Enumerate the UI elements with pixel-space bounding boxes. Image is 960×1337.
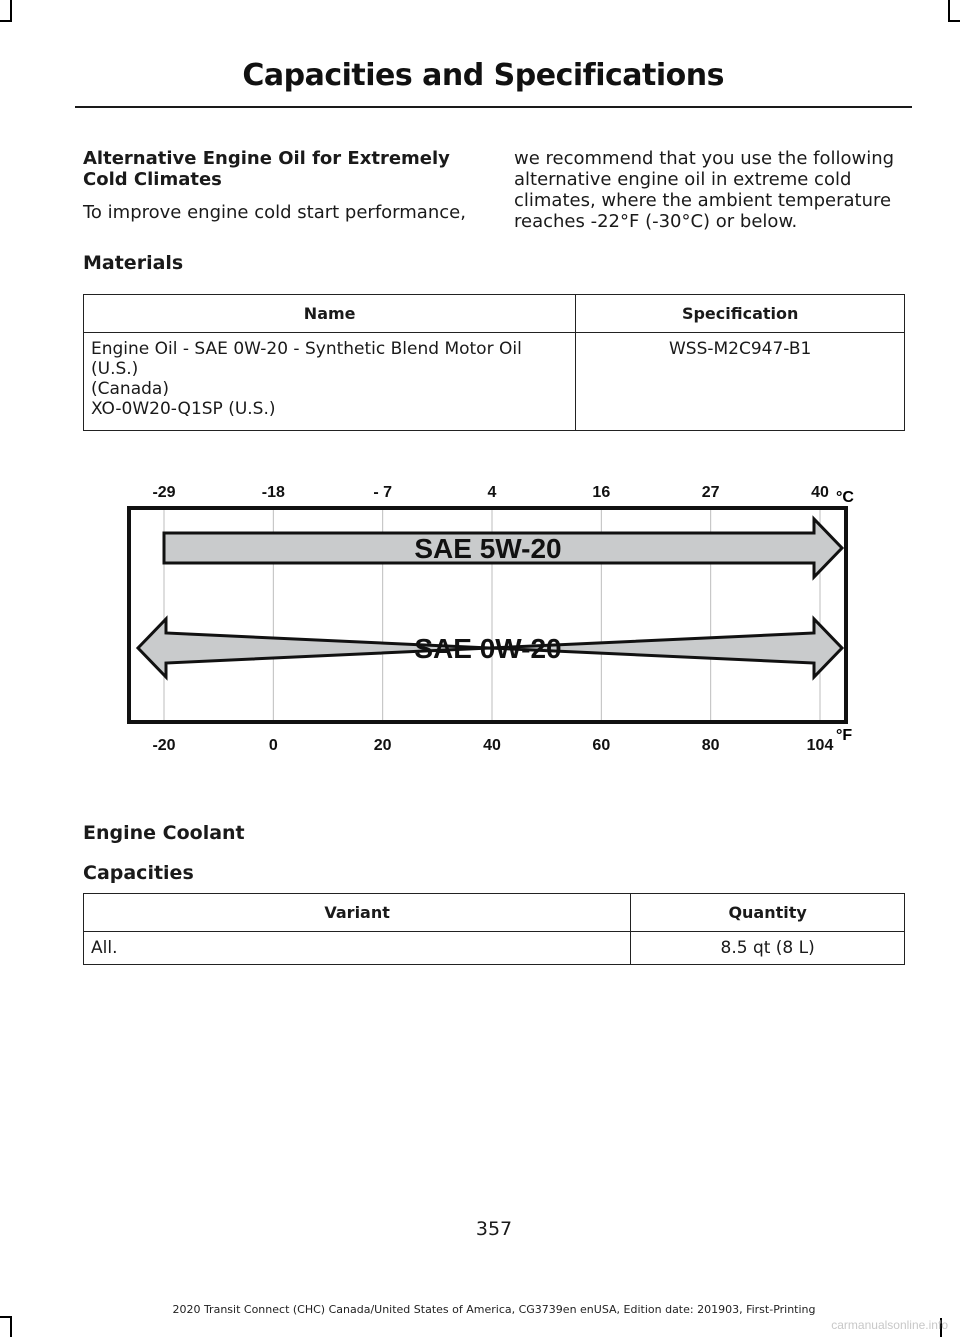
material-spec-cell: WSS-M2C947-B1 (576, 333, 905, 431)
celsius-unit-label: °C (836, 489, 854, 506)
page-title: Capacities and Specifications (242, 58, 724, 93)
material-name-line: (Canada) (91, 379, 169, 399)
celsius-tick-label: 16 (592, 484, 611, 501)
quantity-cell: 8.5 qt (8 L) (631, 932, 905, 965)
page-number: 357 (475, 1218, 513, 1240)
celsius-tick-label: -18 (261, 484, 285, 501)
oil-viscosity-temperature-chart (120, 470, 860, 760)
column-header-specification: Specification (576, 295, 905, 333)
intro-right-text: we recommend that you use the following alternative engine oil in extreme cold climates, where the ambient temperature reaches -22°F (-30°C) or below. (514, 148, 895, 232)
coolant-table (83, 893, 905, 965)
materials-heading: Materials (83, 252, 184, 274)
material-name-line: Engine Oil - SAE 0W-20 - Synthetic Blend Motor Oil (91, 339, 522, 359)
column-header-quantity: Quantity (631, 894, 905, 932)
table-header-row (84, 295, 905, 333)
celsius-axis (152, 484, 829, 501)
footer-edition-text: 2020 Transit Connect (CHC) Canada/United States of America, CG3739en enUSA, Edition date: 201903, First-Printing (172, 1303, 816, 1316)
celsius-tick-label: 4 (487, 484, 497, 501)
celsius-tick-label: 40 (811, 484, 829, 501)
crop-mark (0, 20, 12, 22)
celsius-tick-label: 27 (701, 484, 720, 501)
fahrenheit-tick-label: 80 (701, 737, 720, 754)
series-label: SAE 5W-20 (414, 533, 562, 564)
crop-mark (948, 0, 950, 20)
fahrenheit-tick-label: 20 (373, 737, 392, 754)
intro-left-column (83, 148, 473, 223)
fahrenheit-axis (152, 737, 833, 754)
crop-mark (0, 1316, 12, 1318)
fahrenheit-tick-label: 40 (483, 737, 501, 754)
celsius-tick-label: -29 (152, 484, 176, 501)
materials-table (83, 294, 905, 431)
header-divider (75, 106, 912, 108)
column-header-name: Name (84, 295, 576, 333)
series-label: SAE 0W-20 (414, 633, 562, 664)
site-watermark: carmanualsonline.info (831, 1318, 948, 1332)
crop-mark (10, 0, 12, 20)
fahrenheit-tick-label: 104 (806, 737, 834, 754)
celsius-tick-label: - 7 (373, 484, 393, 501)
fahrenheit-unit-label: °F (836, 727, 853, 744)
coolant-heading: Engine Coolant (83, 822, 245, 844)
column-header-variant: Variant (84, 894, 631, 932)
material-name-cell (84, 333, 576, 431)
fahrenheit-tick-label: 0 (268, 737, 278, 754)
table-row (84, 333, 905, 431)
material-name-line: (U.S.) (91, 359, 139, 379)
fahrenheit-tick-label: 60 (592, 737, 611, 754)
fahrenheit-tick-label: -20 (152, 737, 176, 754)
crop-mark (10, 1316, 12, 1337)
intro-subhead: Alternative Engine Oil for Extremely Cold Climates (83, 148, 450, 190)
variant-cell: All. (84, 932, 631, 965)
table-header-row (84, 894, 905, 932)
crop-mark (948, 20, 960, 22)
capacities-heading: Capacities (83, 862, 194, 884)
intro-right-column (514, 148, 912, 232)
material-name-line: XO-0W20-Q1SP (U.S.) (91, 399, 276, 419)
table-row (84, 932, 905, 965)
intro-left-text: To improve engine cold start performance, (83, 202, 466, 223)
